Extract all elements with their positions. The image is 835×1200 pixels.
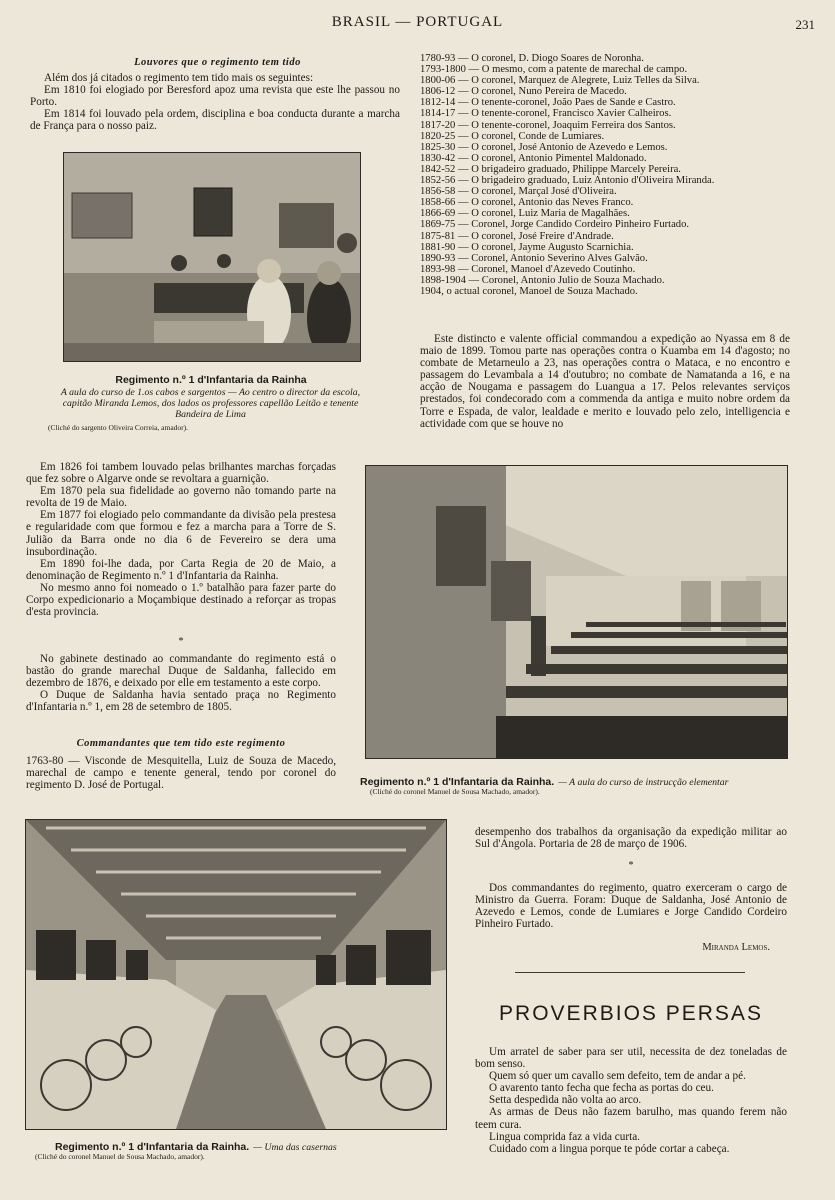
figure3-caption: — Uma das casernas <box>253 1142 337 1153</box>
list-item: 1856-58 — O coronel, Marçal José d'Oliveira. <box>420 186 617 198</box>
proverbs-title: PROVERBIOS PERSAS <box>499 1002 763 1025</box>
proverbs-list <box>475 1046 787 1155</box>
continuation-text <box>475 826 787 850</box>
list-item: 1904, o actual coronel, Manoel de Souza Machado. <box>420 285 638 297</box>
proverb: Quem só quer um cavallo sem defeito, tem de andar a pé. <box>489 1070 746 1083</box>
figure1-credit: (Cliché do sargento Oliveira Correia, amador). <box>48 423 189 432</box>
proverb: Lingua comprida faz a vida curta. <box>489 1130 640 1143</box>
paragraph: desempenho dos trabalhos da organisação da expedição militar ao Sul d'Angola. Portaria de 28 de março de 1906. <box>475 826 787 851</box>
list-item: 1869-75 — Coronel, Jorge Candido Cordeiro Pinheiro Furtado. <box>420 219 690 231</box>
paragraph: 1763-80 — Visconde de Mesquitella, Luiz de Souza de Macedo, marechal de campo e tenente general, tendo por coronel do regimento D. José de Portugal. <box>26 755 336 792</box>
list-item: 1825-30 — O coronel, José Antonio de Azevedo e Lemos. <box>420 141 668 153</box>
list-item: 1893-98 — Coronel, Manoel d'Azevedo Coutinho. <box>420 263 636 275</box>
list-item: 1817-20 — O tenente-coronel, Joaquim Ferreira dos Santos. <box>420 119 676 131</box>
paragraph: Em 1826 foi tambem louvado pelas brilhantes marchas forçadas que fez sobre o Algarve onde se revoltara a guarnição. <box>26 461 336 486</box>
list-item: 1806-12 — O coronel, Nuno Pereira de Macedo. <box>420 86 627 98</box>
ministers-text <box>475 882 787 930</box>
commanders-list <box>420 53 815 297</box>
section-heading-louvores: Louvores que o regimento tem tido <box>134 57 301 68</box>
saldanha-text <box>26 653 336 713</box>
list-item: 1793-1800 — O mesmo, com a patente de marechal de campo. <box>420 64 688 76</box>
biography-text <box>420 333 790 430</box>
list-item: 1875-81 — O coronel, José Freire d'Andrade. <box>420 230 614 242</box>
paragraph: Este distincto e valente official commandou a expedição ao Nyassa em 8 de maio de 1899. Tomou parte nas operações contra o Kuamba em 14 d'agosto; no combate de Metarneulo a 23, nas operações contra o Mataca, e no encontro e passagem do Levambala a 14 d'outubro; no combate de Namatanda a 16, e na acção de Nougama e passagem do Luangua a 17. Pelos relevantes serviços prestados, foi condecorado com a commenda da antiga e muito nobre ordem da Torre e Espada, de valor, lealdade e merito e louvado pelo zelo, intelligencia e actividade com que se houve no <box>420 333 790 430</box>
paragraph: Em 1870 pela sua fidelidade ao governo não tomando parte na revolta de 19 de Maio. <box>26 485 336 510</box>
history-text <box>26 461 336 618</box>
barracks-photo <box>25 819 447 1130</box>
list-item: 1866-69 — O coronel, Luiz Maria de Magalhães. <box>420 208 630 220</box>
paragraph: Em 1814 foi louvado pela ordem, disciplina e boa conducta durante a marcha de França para o nosso paiz. <box>30 108 400 133</box>
louvores-text <box>30 72 400 132</box>
paragraph: No mesmo anno foi nomeado o 1.º batalhão para fazer parte do Corpo expedicionario a Moçambique destinado a reforçar as tropas d'esta provincia. <box>26 581 336 619</box>
elementary-classroom-photo <box>365 465 788 759</box>
figure1-title: Regimento n.º 1 d'Infantaria da Rainha <box>115 374 307 386</box>
figure2-title: Regimento n.º 1 d'Infantaria da Rainha. <box>360 776 555 788</box>
list-item: 1898-1904 — Coronel, Antonio Julio de Souza Machado. <box>420 274 665 286</box>
divider-rule <box>515 972 745 973</box>
list-item: 1858-66 — O coronel, Antonio das Neves Franco. <box>420 197 634 209</box>
author-signature: Miranda Lemos. <box>702 942 770 953</box>
paragraph: Dos commandantes do regimento, quatro exerceram o cargo de Ministro da Guerra. Foram: Duque de Saldanha, José Antonio de Azevedo e Lemos, conde de Lumiares e Jorge Candido Cordeiro Pinheiro Furtado. <box>475 882 787 931</box>
proverb: Um arratel de saber para ser util, necessita de dez toneladas de bom senso. <box>475 1046 787 1071</box>
figure2-caption: — A aula do curso de instrucção elementar <box>558 777 729 788</box>
list-item: 1842-52 — O brigadeiro graduado, Philippe Marcely Pereira. <box>420 163 681 175</box>
proverb: Cuidado com a lingua porque te póde cortar a cabeça. <box>489 1142 730 1155</box>
list-item: 1812-14 — O tenente-coronel, João Paes de Sande e Castro. <box>420 97 676 109</box>
figure3-title: Regimento n.º 1 d'Infantaria da Rainha. <box>55 1141 250 1153</box>
paragraph: No gabinete destinado ao commandante do regimento está o bastão do grande marechal Duque de Saldanha, fallecido em dezembro de 1876, e deixado por elle em testamento a este corpo. <box>26 653 336 690</box>
paragraph: Em 1890 foi-lhe dada, por Carta Regia de 20 de Maio, a denominação de Regimento n.º 1 d'Infantaria da Rainha. <box>26 557 336 582</box>
figure2-credit: (Cliché do coronel Manuel de Sousa Machado, amador). <box>370 787 540 796</box>
list-item: 1830-42 — O coronel, Antonio Pimentel Maldonado. <box>420 152 647 164</box>
classroom-photo <box>63 152 361 362</box>
list-item: 1890-93 — Coronel, Antonio Severino Alves Galvão. <box>420 252 648 264</box>
paragraph: Além dos já citados o regimento tem tido mais os seguintes: <box>44 72 314 84</box>
list-item: 1820-25 — O coronel, Conde de Lumiares. <box>420 130 605 142</box>
list-item: 1800-06 — O coronel, Marquez de Alegrete, Luiz Telles da Silva. <box>420 75 700 87</box>
first-commander-text <box>26 755 336 791</box>
paragraph: O Duque de Saldanha havia sentado praça no Regimento d'Infantaria n.º 1, em 28 de setembro de 1805. <box>26 689 336 714</box>
proverb: O avarento tanto fecha que fecha as portas do ceu. <box>489 1082 714 1095</box>
proverb: Setta despedida não volta ao arco. <box>489 1094 642 1107</box>
proverb: As armas de Deus não fazem barulho, mas quando ferem não teem cura. <box>475 1106 787 1131</box>
barracks-photo-graphic <box>26 820 446 1129</box>
section-heading-commandantes: Commandantes que tem tido este regimento <box>76 738 286 749</box>
figure3-credit: (Cliché do coronel Manuel de Sousa Machado, amador). <box>35 1152 205 1161</box>
list-item: 1881-90 — O coronel, Jayme Augusto Scarnichia. <box>420 241 634 253</box>
page-number: 231 <box>795 17 815 32</box>
paragraph: Em 1810 foi elogiado por Beresford apoz uma revista que este lhe passou no Porto. <box>30 84 400 109</box>
classroom-photo-graphic <box>64 153 360 361</box>
list-item: 1780-93 — O coronel, D. Diogo Soares de Noronha. <box>420 53 644 64</box>
section-separator-star: * <box>178 636 184 647</box>
list-item: 1852-56 — O brigadeiro graduado, Luiz Antonio d'Oliveira Miranda. <box>420 175 715 187</box>
figure1-caption: A aula do curso de 1.os cabos e sargentos — Ao centro o director da escola, capitão Miranda Lemos, dos lados os professores capellão Leitão e tenente Bandeira de Lima <box>60 387 361 420</box>
paragraph: Em 1877 foi elogiado pelo commandante da divisão pela prestesa e regularidade com que formou e fez a marcha para a Torre de S. Julião da Barra onde no dia 6 de Fevereiro se dera uma insubordinação. <box>26 509 336 558</box>
running-header: BRASIL — PORTUGAL <box>331 14 504 30</box>
section-separator-star: * <box>628 860 634 871</box>
list-item: 1814-17 — O tenente-coronel, Francisco Xavier Calheiros. <box>420 108 672 120</box>
elementary-classroom-graphic <box>366 466 787 758</box>
